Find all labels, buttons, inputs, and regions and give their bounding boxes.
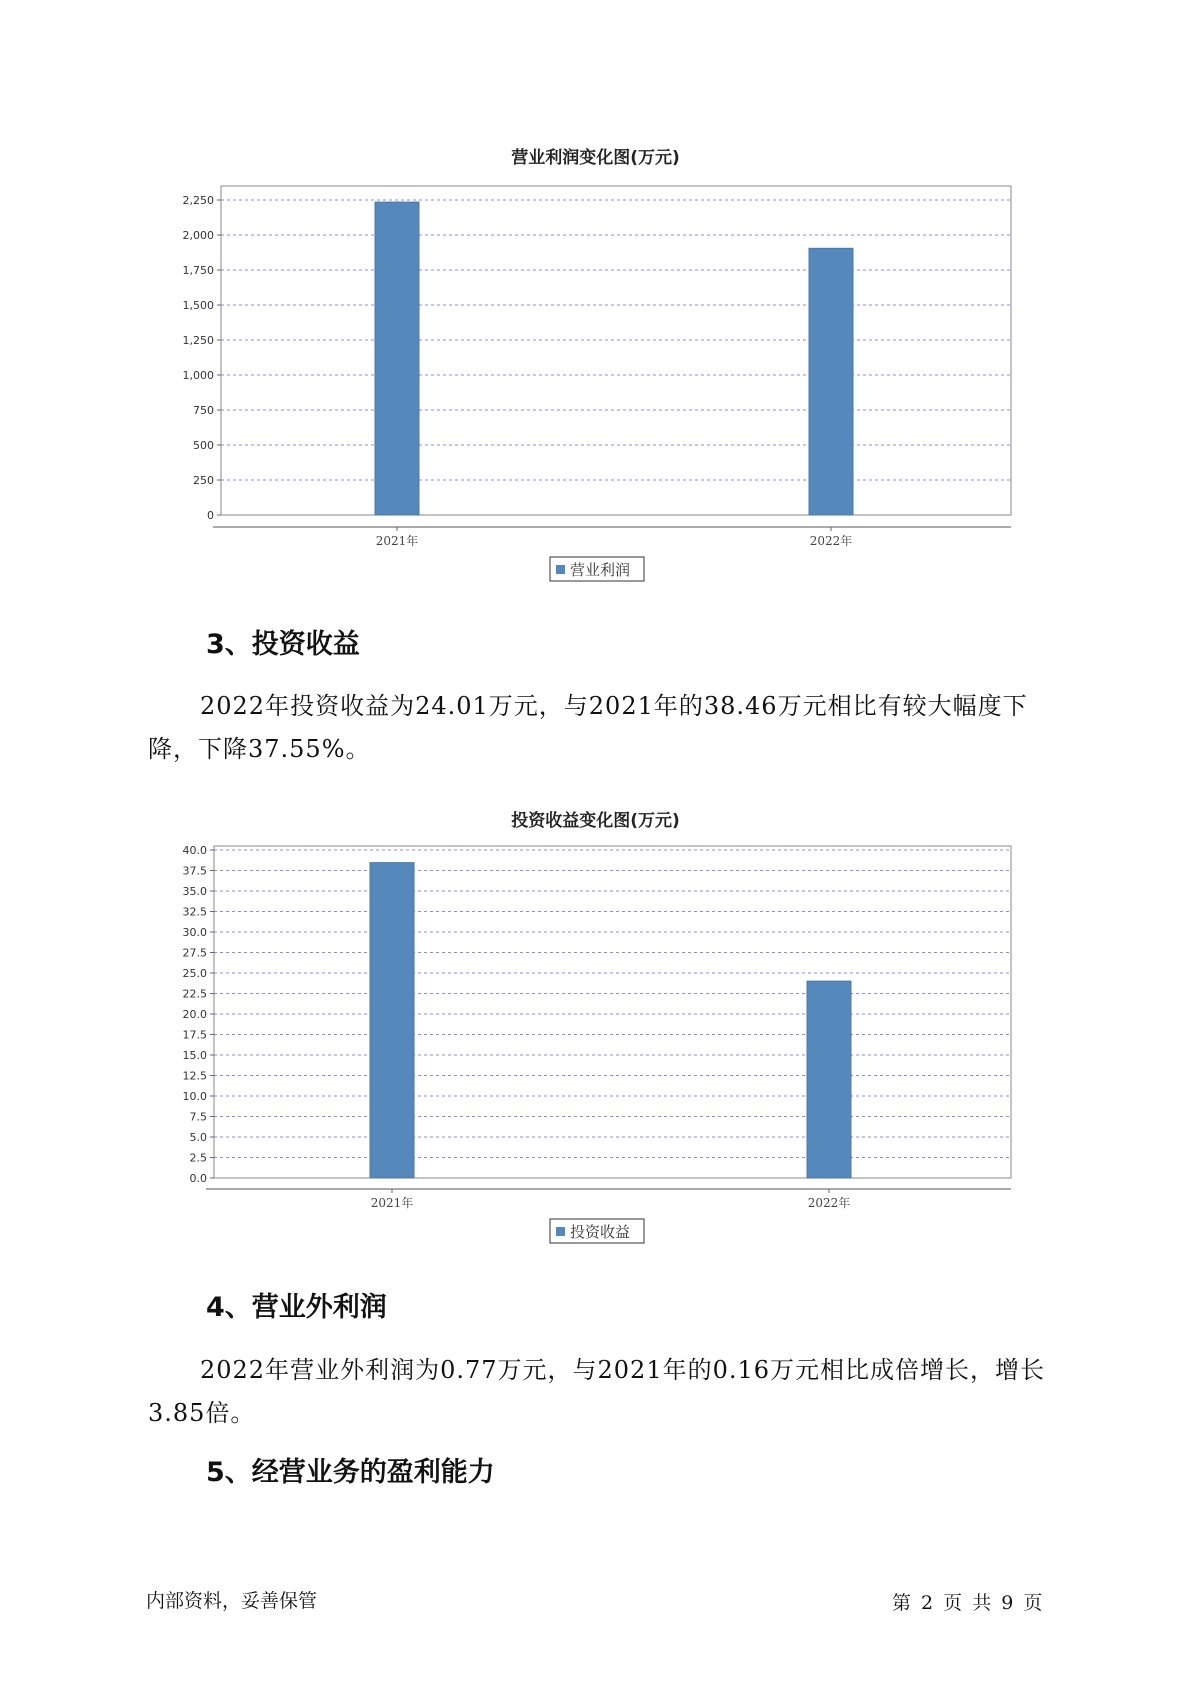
- y-tick-label: 25.0: [182, 967, 207, 980]
- y-tick-label: 1,750: [182, 264, 214, 277]
- y-tick-label: 7.5: [189, 1110, 207, 1124]
- y-tick-label: 500: [193, 439, 214, 452]
- legend-label: 投资收益: [570, 1223, 631, 1241]
- legend: [550, 1219, 644, 1243]
- footer-page-number: 第 2 页 共 9 页: [892, 1592, 1043, 1614]
- legend-swatch: [556, 1227, 565, 1236]
- plot-area: [214, 846, 1011, 1178]
- legend-label: 营业利润: [570, 561, 631, 579]
- y-tick-label: 32.5: [182, 905, 207, 919]
- section-heading-investment-income: 3、投资收益: [206, 629, 360, 660]
- y-tick-label: 35.0: [182, 885, 207, 898]
- x-tick-label: 2021年: [370, 1196, 414, 1210]
- y-tick-label: 12.5: [182, 1069, 207, 1083]
- footer-confidential-note: 内部资料，妥善保管: [146, 1590, 318, 1612]
- x-tick-label: 2022年: [809, 534, 853, 548]
- y-tick-label: 22.5: [182, 987, 207, 1001]
- chart-title-operating-profit: 营业利润变化图(万元): [511, 148, 680, 168]
- y-tick-label: 27.5: [182, 946, 207, 960]
- y-tick-label: 40.0: [182, 844, 207, 857]
- bar-2021年: [370, 863, 414, 1178]
- y-tick-label: 30.0: [182, 926, 207, 939]
- section-heading-non-operating-profit: 4、营业外利润: [206, 1292, 387, 1323]
- x-tick-label: 2022年: [807, 1196, 851, 1210]
- y-tick-label: 250: [193, 474, 214, 487]
- x-tick-label: 2021年: [375, 534, 419, 548]
- chart-title-investment-income: 投资收益变化图(万元): [511, 811, 680, 831]
- y-tick-label: 5.0: [189, 1131, 207, 1144]
- y-tick-label: 1,250: [182, 334, 214, 347]
- y-tick-label: 750: [193, 404, 214, 417]
- y-tick-label: 0.0: [189, 1172, 207, 1185]
- y-tick-label: 15.0: [182, 1049, 207, 1062]
- bar-2022年: [807, 981, 851, 1178]
- y-tick-label: 20.0: [182, 1008, 207, 1021]
- y-tick-label: 2.5: [189, 1151, 207, 1165]
- section-heading-profitability: 5、经营业务的盈利能力: [206, 1457, 495, 1488]
- paragraph-non-operating-profit: 2022年营业外利润为0.77万元，与2021年的0.16万元相比成倍增长，增长3.85倍。: [148, 1356, 1046, 1427]
- y-tick-label: 10.0: [182, 1090, 207, 1103]
- y-tick-label: 1,000: [182, 369, 214, 382]
- y-tick-label: 2,250: [182, 194, 214, 207]
- y-tick-label: 37.5: [182, 864, 207, 878]
- y-tick-label: 0: [207, 509, 214, 522]
- y-tick-label: 1,500: [182, 299, 214, 312]
- paragraph-investment-income: 2022年投资收益为24.01万元，与2021年的38.46万元相比有较大幅度下降，下降37.55%。: [148, 692, 1028, 763]
- y-tick-label: 2,000: [182, 229, 214, 242]
- y-tick-label: 17.5: [182, 1028, 207, 1042]
